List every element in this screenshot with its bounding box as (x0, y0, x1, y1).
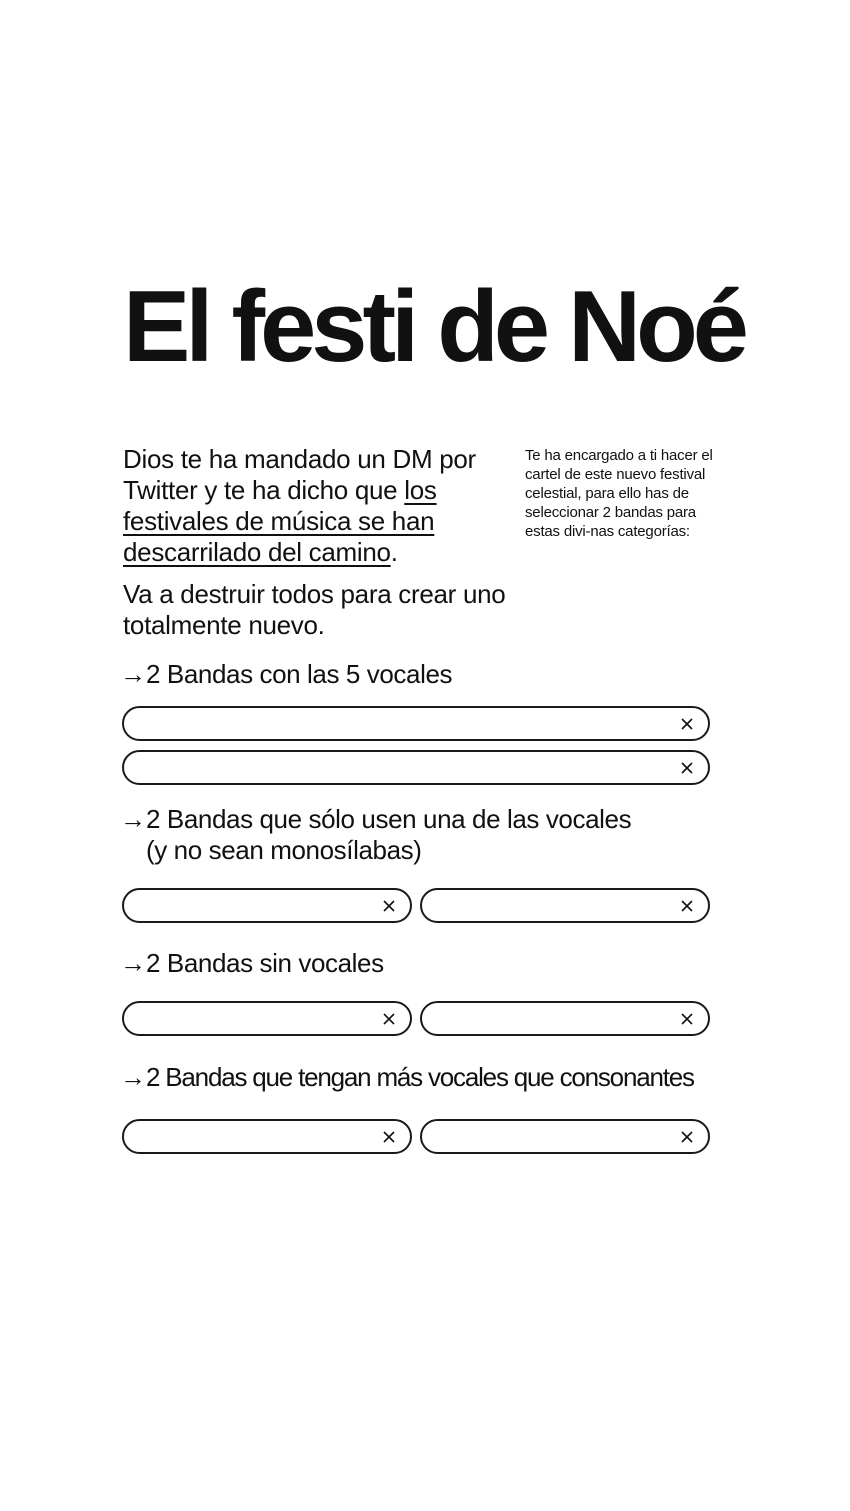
category-1-band-2-input[interactable] (140, 758, 672, 778)
category-3-band-1-field (122, 1001, 412, 1036)
arrow-right-icon: → (120, 1062, 145, 1092)
close-icon[interactable] (679, 1129, 695, 1145)
close-icon[interactable] (679, 898, 695, 914)
close-icon[interactable] (381, 898, 397, 914)
category-2-label: 2 Bandas que sólo usen una de las vocales (146, 804, 632, 834)
arrow-right-icon: → (120, 804, 146, 834)
category-4-label: 2 Bandas que tengan más vocales que consonantes (146, 1062, 694, 1092)
close-icon[interactable] (679, 716, 695, 732)
close-icon[interactable] (679, 760, 695, 776)
category-1-band-1-input[interactable] (140, 714, 672, 734)
intro-period: . (390, 537, 398, 567)
close-icon[interactable] (679, 1011, 695, 1027)
category-1-heading (120, 659, 452, 690)
category-3-band-2-field (420, 1001, 710, 1036)
page-title: El festi de Noé (123, 271, 744, 383)
category-3-label: 2 Bandas sin vocales (146, 948, 384, 978)
close-icon[interactable] (381, 1129, 397, 1145)
category-2-band-1-input[interactable] (140, 896, 374, 916)
arrow-right-icon: → (120, 659, 146, 689)
category-2-band-1-field (122, 888, 412, 923)
category-4-band-2-field (420, 1119, 710, 1154)
category-4-band-2-input[interactable] (438, 1127, 672, 1147)
intro-paragraph-2: Va a destruir todos para crear uno totalmente nuevo. (123, 579, 506, 640)
category-4-band-1-input[interactable] (140, 1127, 374, 1147)
arrow-right-icon: → (120, 948, 146, 978)
intro-paragraph-1 (123, 444, 513, 568)
category-1-band-1-field (122, 706, 710, 741)
intro-plain-text: Dios te ha mandado un DM por Twitter y te ha dicho que (123, 444, 476, 505)
category-1-label: 2 Bandas con las 5 vocales (146, 659, 453, 689)
category-2-label-line2: (y no sean monosílabas) (146, 835, 422, 865)
close-icon[interactable] (381, 1011, 397, 1027)
category-2-band-2-input[interactable] (438, 896, 672, 916)
intro-text (123, 444, 513, 641)
category-2-heading (120, 804, 631, 866)
category-4-heading (120, 1062, 694, 1093)
festivales-link[interactable]: los festivales de música se han descarrilado del camino (123, 475, 437, 567)
category-4-band-1-field (122, 1119, 412, 1154)
category-3-heading (120, 948, 384, 979)
category-2-band-2-field (420, 888, 710, 923)
side-note: Te ha encargado a ti hacer el cartel de este nuevo festival celestial, para ello has de seleccionar 2 bandas para estas divi-nas categorías: (525, 447, 713, 540)
category-3-band-1-input[interactable] (140, 1009, 374, 1029)
category-3-band-2-input[interactable] (438, 1009, 672, 1029)
category-1-band-2-field (122, 750, 710, 785)
